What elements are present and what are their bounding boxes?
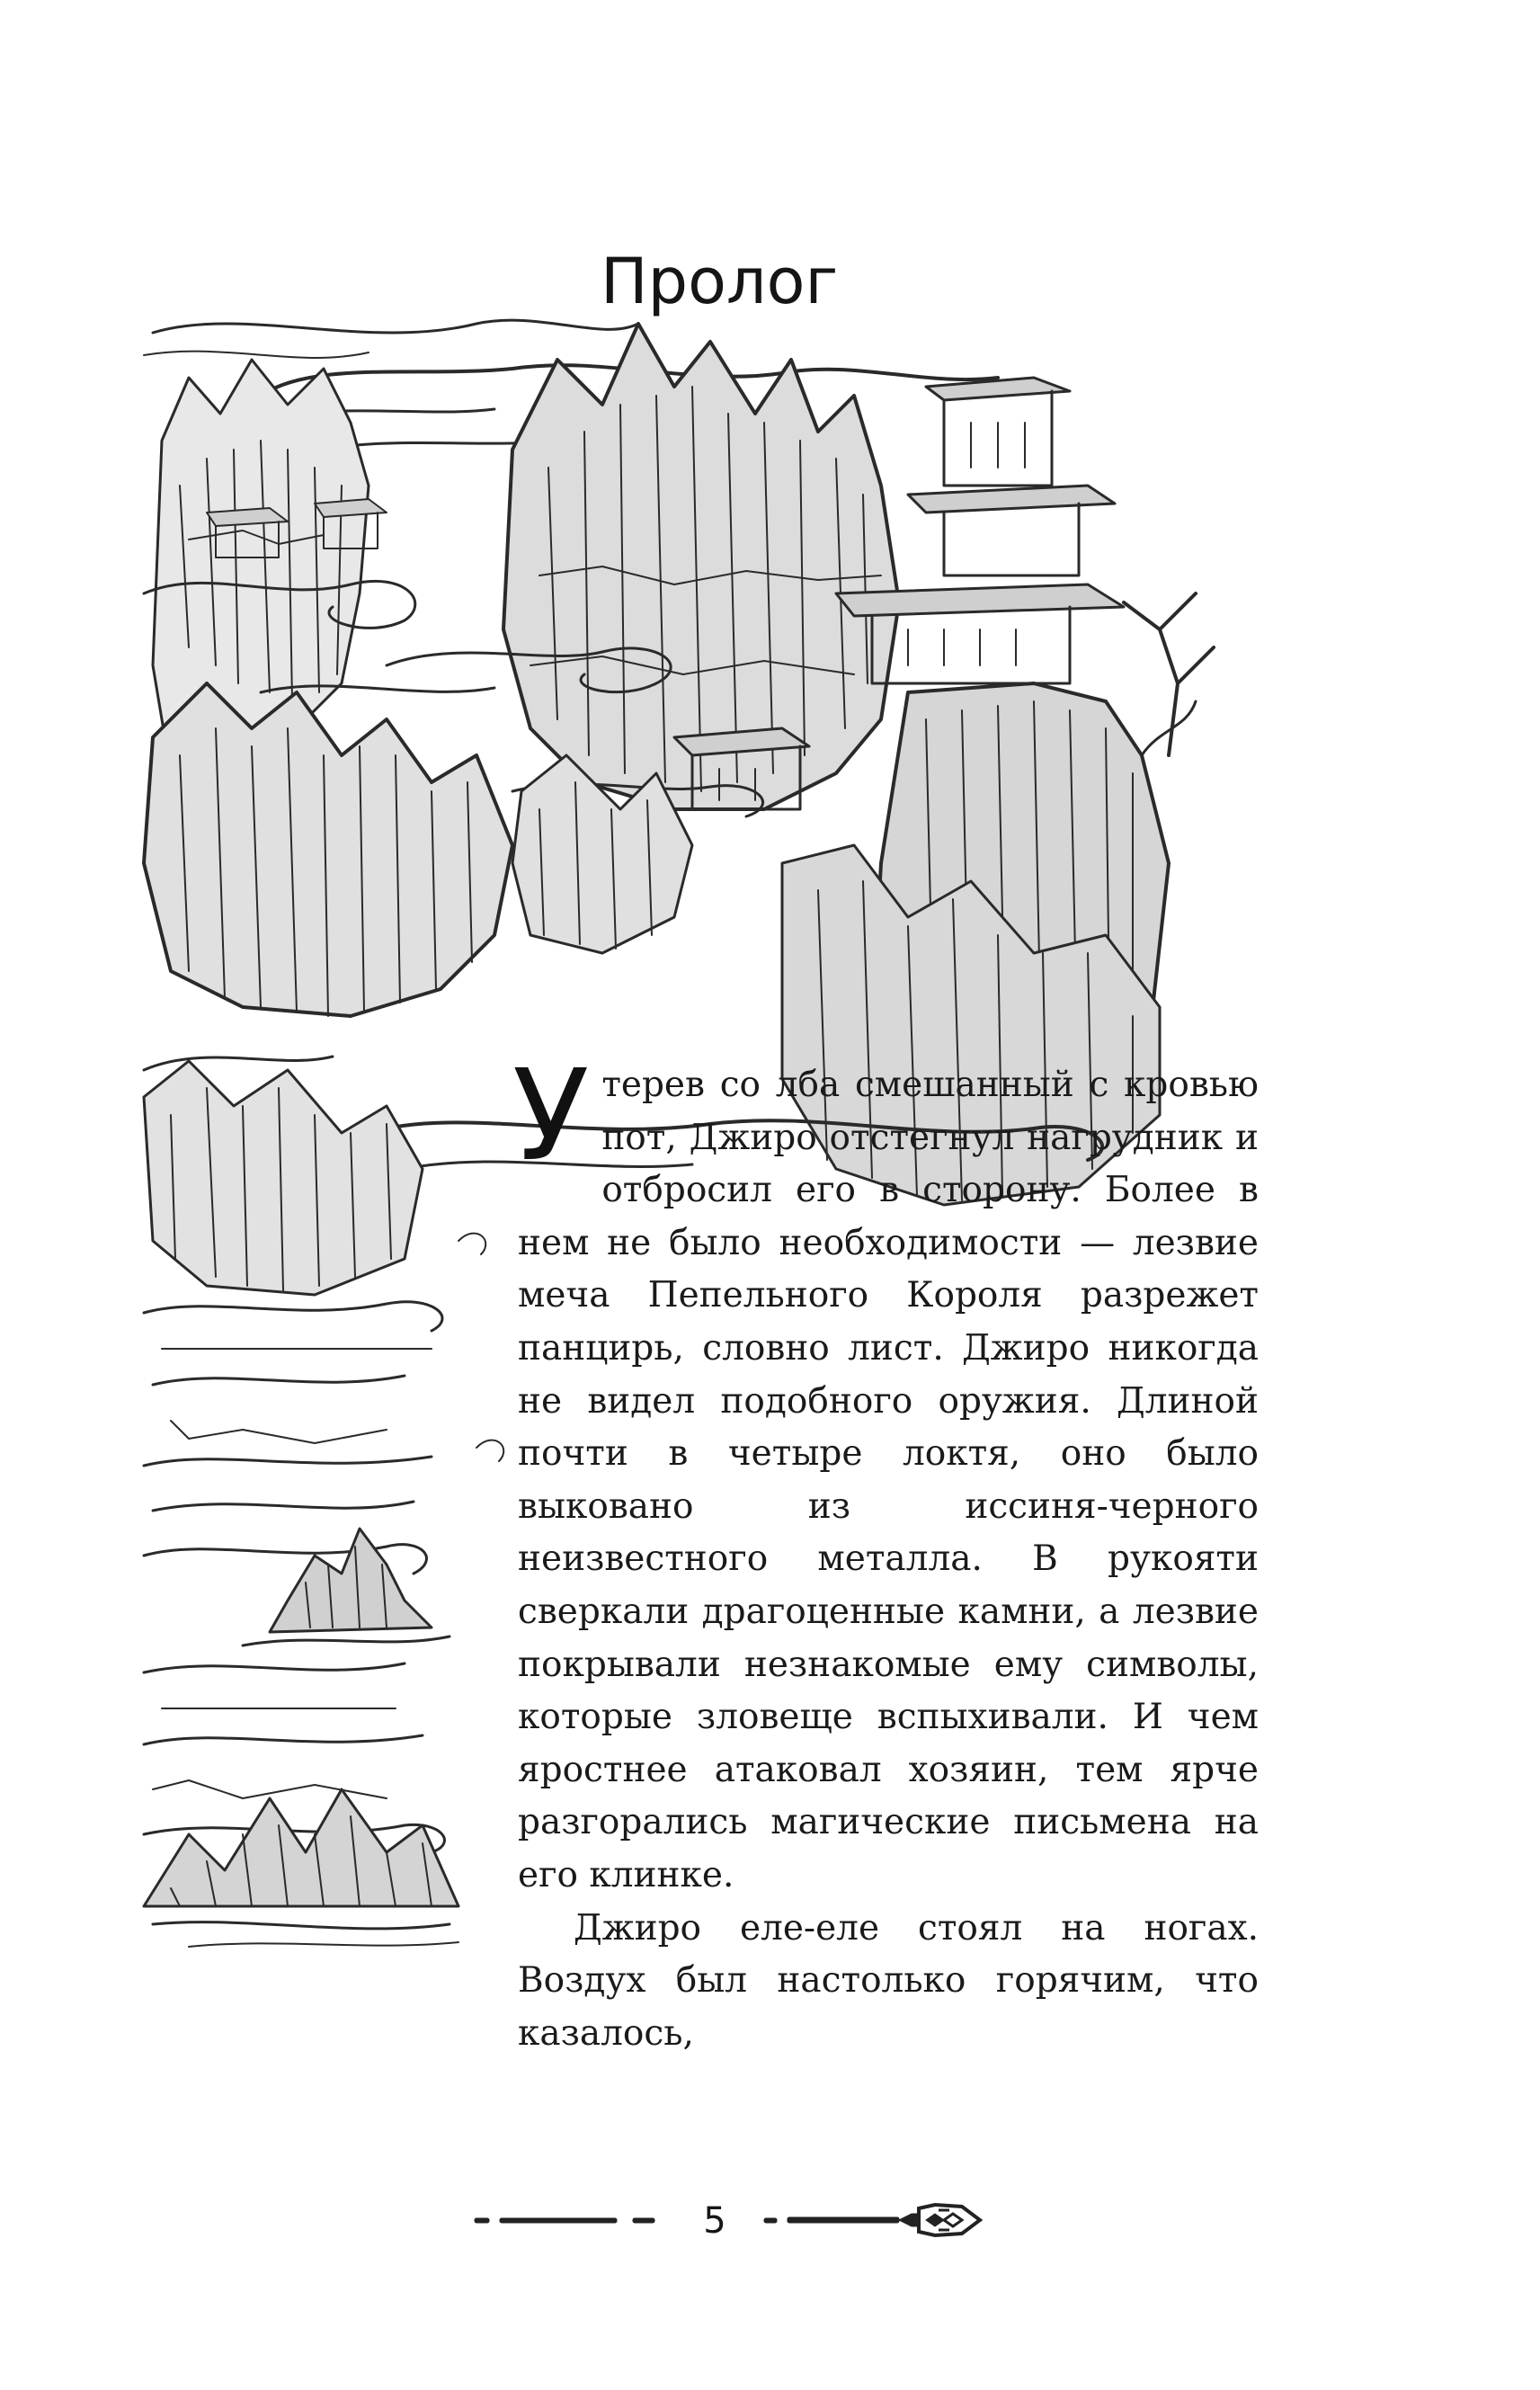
drop-cap: У bbox=[512, 1043, 590, 1190]
page-number: 5 bbox=[703, 2200, 726, 2242]
chapter-text bbox=[512, 1043, 1259, 2060]
sword-ornament-footer bbox=[0, 2194, 1540, 2266]
first-paragraph bbox=[512, 1043, 1259, 1903]
first-paragraph-text: терев со лба смешанный с кровью пот, Джиро отстегнул нагрудник и отбросил его в сторону. Более в нем не было необходимости — лезвие меча Пепельного Короля разрежет панцирь, словно лист. Джиро никогда не видел подобного оружия. Длиной почти в четыре локтя, оно было выковано из иссиня-черного неизвестного металла. В рукояти сверкали драгоценные камни, а лезвие покрывали незнакомые ему символы, которые зловеще вспыхивали. И чем яростнее атаковал хозяин, тем ярче разгорались магические письмена на его клинке. bbox=[518, 1065, 1259, 1895]
second-paragraph: Джиро еле-еле стоял на ногах. Воздух был настолько горячим, что казалось, bbox=[518, 1907, 1259, 2054]
chapter-title: Пролог bbox=[601, 245, 839, 318]
